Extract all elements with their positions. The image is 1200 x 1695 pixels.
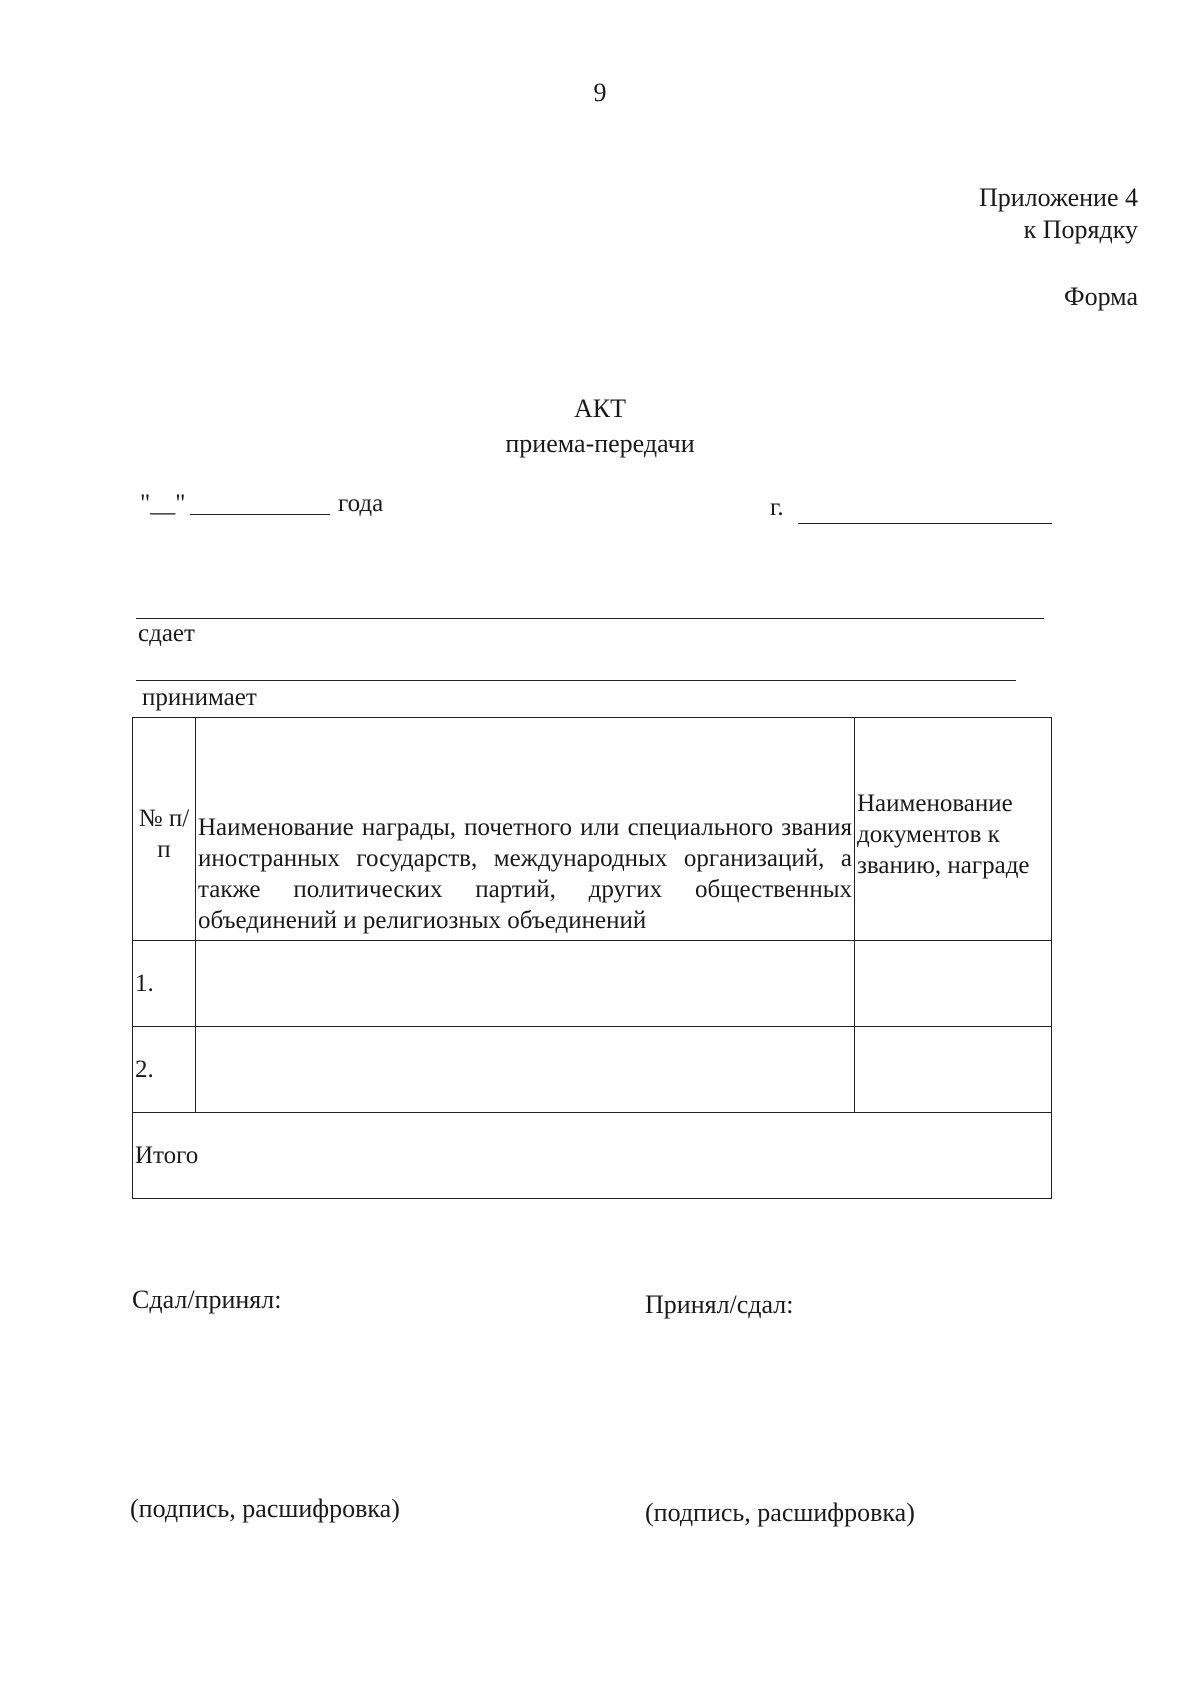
row-documents[interactable] [855, 941, 1052, 1027]
row-num: 2. [133, 1027, 196, 1113]
header-award-name: Наименование награды, почетного или специального звания иностранных государств, международных организаций, а также политических партий, других общественных объединений и религиозных объединений [196, 718, 855, 941]
gives-label: сдает [138, 620, 195, 647]
right-signature-caption: (подпись, расшифровка) [645, 1498, 915, 1527]
header-num: № п/п [133, 718, 196, 941]
gives-line [136, 618, 1044, 619]
left-signature-label: Сдал/принял: [132, 1285, 282, 1314]
row-award-name[interactable] [196, 1027, 855, 1113]
table-header-row [133, 718, 1052, 941]
date-day-blank: "__" [140, 490, 186, 517]
row-num: 1. [133, 941, 196, 1027]
header-documents: Наименование документов к званию, награде [855, 718, 1052, 941]
left-signature-caption: (подпись, расшифровка) [130, 1494, 400, 1523]
date-month-line [190, 514, 330, 515]
row-award-name[interactable] [196, 941, 855, 1027]
transfer-table [132, 717, 1052, 1199]
row-documents[interactable] [855, 1027, 1052, 1113]
appendix-line-2: к Порядку [1023, 215, 1138, 244]
appendix-block [979, 182, 1138, 246]
document-subtitle: приема-передачи [505, 429, 695, 458]
right-signature-label: Принял/сдал: [645, 1290, 794, 1319]
table-total-row [133, 1113, 1052, 1199]
year-label: года [338, 490, 384, 517]
receives-label: принимает [142, 684, 257, 711]
table-row [133, 941, 1052, 1027]
city-label: г. [770, 494, 784, 521]
city-line [798, 523, 1052, 524]
total-label: Итого [133, 1113, 1052, 1199]
form-label: Форма [1064, 282, 1138, 311]
appendix-line-1: Приложение 4 [978, 183, 1138, 212]
page-number: 9 [593, 78, 607, 107]
document-title: АКТ [574, 394, 626, 423]
table-row [133, 1027, 1052, 1113]
receives-line [136, 680, 1016, 681]
